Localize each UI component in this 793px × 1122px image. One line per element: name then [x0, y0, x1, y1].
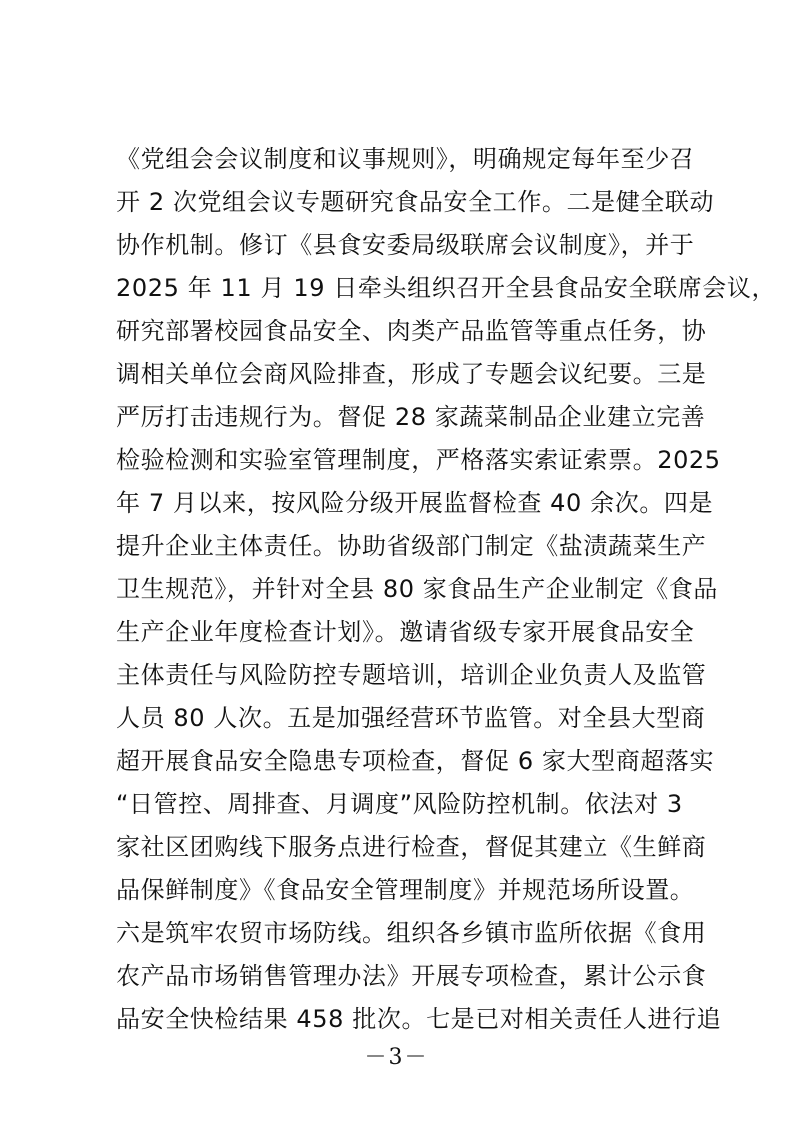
text-line: 家社区团购线下服务点进行检查，督促其建立《生鲜商: [116, 833, 707, 861]
text-line: “日管控、周排查、月调度”风险防控机制。依法对 3: [116, 790, 683, 818]
text-line: 开 2 次党组会议专题研究食品安全工作。二是健全联动: [116, 188, 715, 216]
text-line: 主体责任与风险防控专题培训，培训企业负责人及监管: [116, 661, 707, 689]
text-line: 检验检测和实验室管理制度，严格落实索证索票。2025: [116, 446, 721, 474]
text-line: 严厉打击违规行为。督促 28 家蔬菜制品企业建立完善: [116, 403, 706, 431]
text-line: 协作机制。修订《县食安委局级联席会议制度》，并于: [116, 231, 695, 259]
body-text: [116, 138, 777, 1041]
text-line: 研究部署校园食品安全、肉类产品监管等重点任务，协: [116, 317, 707, 345]
text-line: 调相关单位会商风险排查，形成了专题会议纪要。三是: [116, 360, 707, 388]
text-line: 生产企业年度检查计划》。邀请省级专家开展食品安全: [116, 618, 695, 646]
text-line: 《党组会会议制度和议事规则》，明确规定每年至少召: [116, 145, 695, 173]
text-line: 卫生规范》，并针对全县 80 家食品生产企业制定《食品: [116, 575, 718, 603]
text-line: 品保鲜制度》《食品安全管理制度》并规范场所设置。: [116, 876, 695, 904]
text-line: 人员 80 人次。五是加强经营环节监管。对全县大型商: [116, 704, 706, 732]
text-line: 农产品市场销售管理办法》开展专项检查，累计公示食: [116, 962, 707, 990]
page-number: －3－: [364, 1045, 429, 1070]
text-line: 提升企业主体责任。协助省级部门制定《盐渍蔬菜生产: [116, 532, 707, 560]
text-line: 超开展食品安全隐患专项检查，督促 6 家大型商超落实: [116, 747, 715, 775]
text-line: 六是筑牢农贸市场防线。组织各乡镇市监所依据《食用: [116, 919, 707, 947]
text-line: 年 7 月以来，按风险分级开展监督检查 40 余次。四是: [116, 489, 714, 517]
text-line: 品安全快检结果 458 批次。七是已对相关责任人进行追: [116, 1005, 722, 1033]
text-line: 2025 年 11 月 19 日牵头组织召开全县食品安全联席会议，: [116, 274, 777, 302]
